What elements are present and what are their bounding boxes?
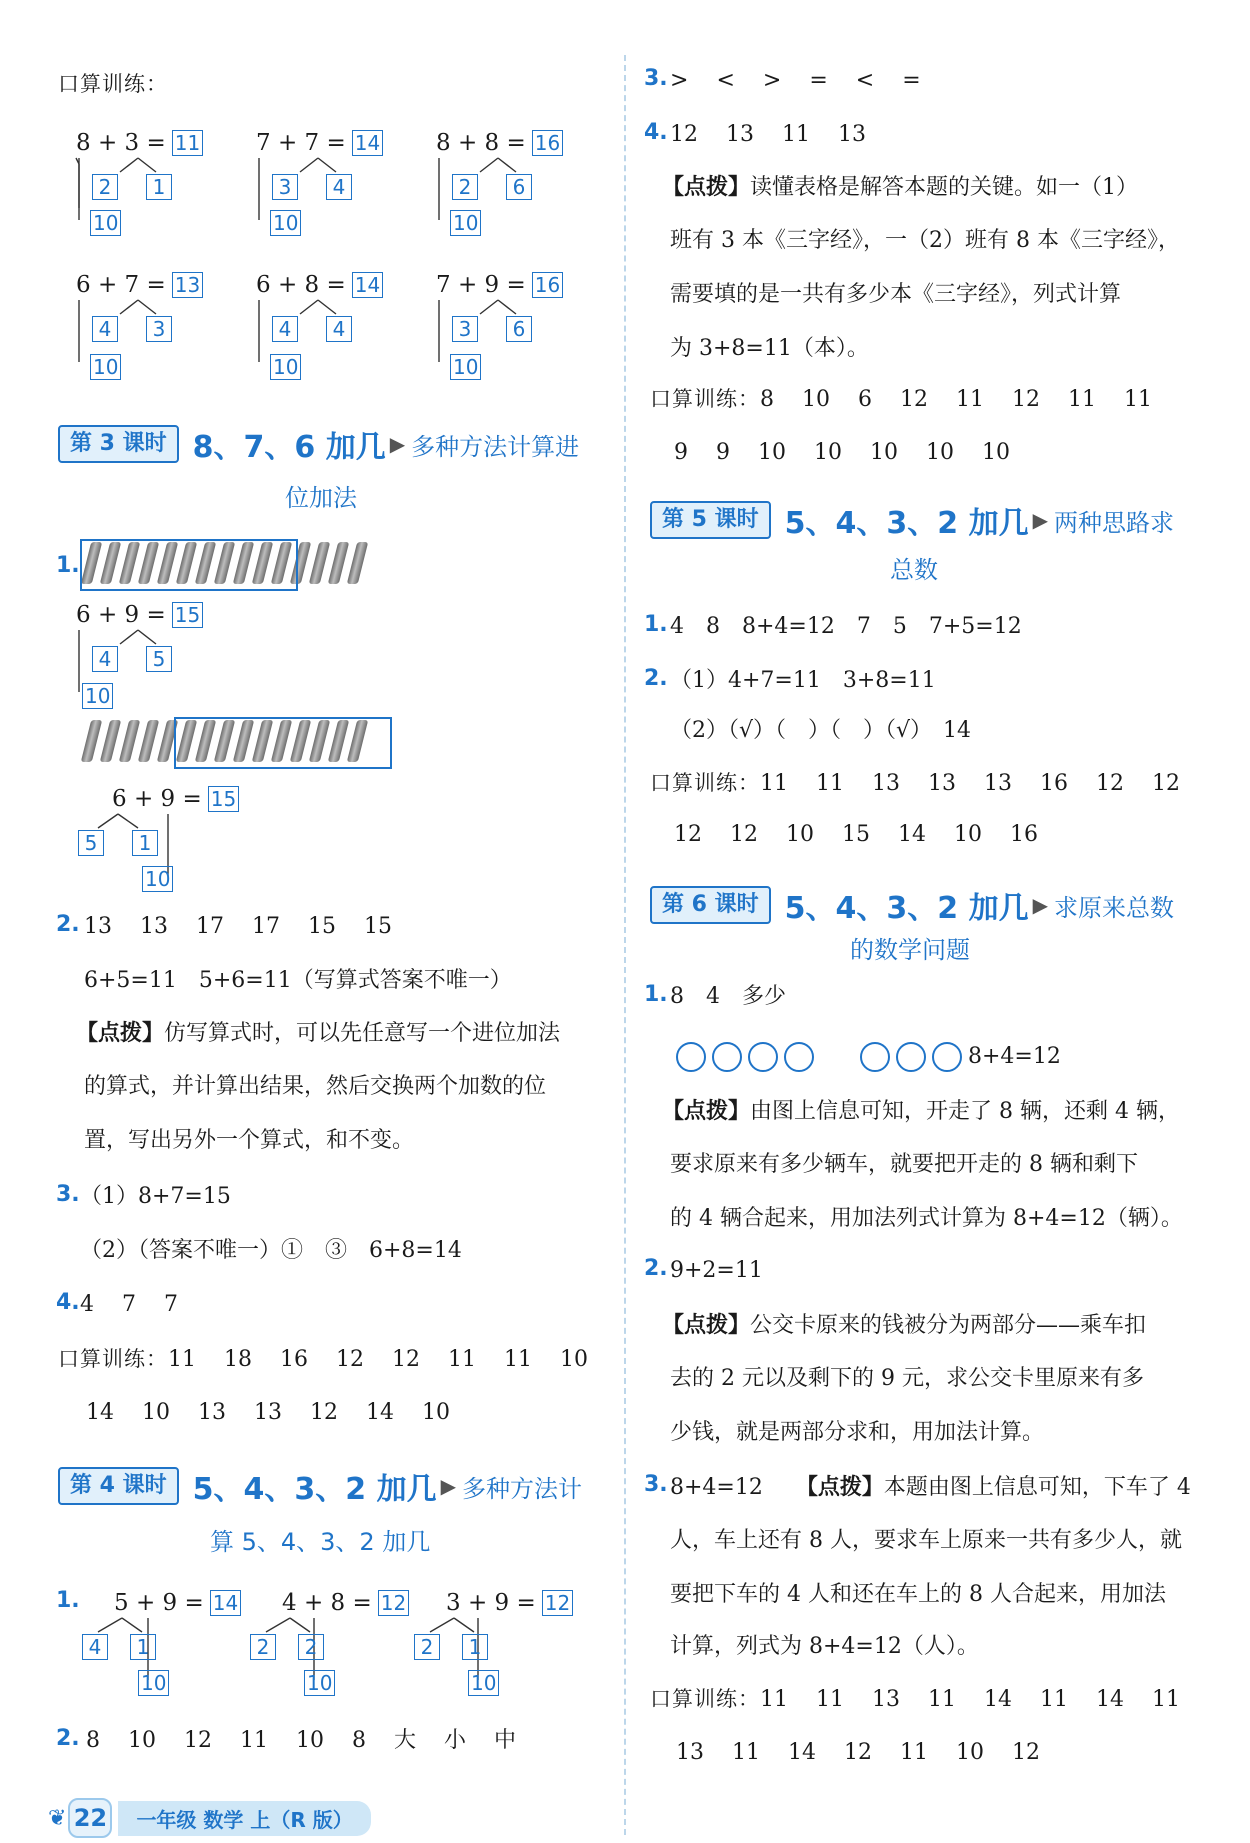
q2-line2: 6+5=11 5+6=11（写算式答案不唯一） — [84, 968, 512, 993]
equation: 3 + 9 = 12 — [446, 1590, 573, 1616]
split-box: 1 — [132, 830, 158, 856]
q4-label: 4. — [644, 120, 668, 145]
split-box: 4 — [82, 1634, 108, 1660]
circle-icon — [748, 1042, 778, 1072]
split-box: 4 — [92, 646, 118, 672]
q4-label: 4. — [56, 1290, 80, 1315]
lesson-subtitle-cont: 的数学问题 — [850, 936, 970, 964]
q3-line1: （1）8+7=15 — [80, 1184, 231, 1209]
equation: 5 + 9 = 14 — [114, 1590, 241, 1616]
lesson-6-header — [650, 883, 1174, 927]
l6-q1-equation: 8+4=12 — [968, 1044, 1061, 1069]
group-box — [174, 717, 392, 769]
answer-box: 14 — [210, 1590, 241, 1616]
split-box: 3 — [146, 316, 172, 342]
q4-tip-line: 需要填的是一共有多少本《三字经》，列式计算 — [670, 282, 1122, 307]
split-box: 6 — [506, 316, 532, 342]
split-box: 4 — [92, 316, 118, 342]
q3-symbols: > < > = < = — [670, 68, 921, 93]
ten-box: 10 — [450, 210, 481, 236]
column-divider — [624, 55, 626, 1835]
l6-q3-tip-line: 计算，列式为 8+4=12（人）。 — [670, 1634, 979, 1659]
circles-group — [676, 1042, 968, 1072]
q2-tip-line: 的算式，并计算出结果，然后交换两个加数的位 — [84, 1074, 547, 1099]
lesson-badge: 第 3 课时 — [58, 425, 179, 463]
q4-answers: 12 13 11 13 — [670, 122, 866, 147]
l4-q2-label: 2. — [56, 1726, 80, 1751]
play-arrow-icon: ▶ — [1032, 893, 1048, 917]
lesson-subtitle-cont: 算 5、4、3、2 加几 — [210, 1528, 431, 1556]
l5-q2-line2: （2）（√）（ ）（ ）（√） 14 — [670, 718, 972, 743]
answer-box: 15 — [208, 786, 239, 812]
kousuan-row: 12 12 10 15 14 10 16 — [674, 822, 1038, 847]
l6-q1-answer: 8 4 多少 — [670, 984, 786, 1009]
lesson-title: 5、4、3、2 加几 — [192, 1472, 437, 1507]
l4-q2-answers: 8 10 12 11 10 8 大 小 中 — [86, 1728, 517, 1753]
lesson-subtitle-cont: 位加法 — [285, 484, 357, 512]
l6-q1-label: 1. — [644, 982, 668, 1007]
circle-icon — [932, 1042, 962, 1072]
split-box: 1 — [462, 1634, 488, 1660]
ten-box: 10 — [304, 1670, 335, 1696]
kousuan-row: 口算训练：8 10 6 12 11 12 11 11 — [650, 387, 1152, 412]
l6-q2-tip-line: 少钱，就是两部分求和，用加法计算。 — [670, 1420, 1045, 1445]
l5-q1-answer: 4 8 8+4=12 7 5 7+5=12 — [670, 614, 1022, 639]
lesson-badge: 第 6 课时 — [650, 886, 771, 924]
equation: 6 + 9 = 15 — [112, 786, 239, 812]
equation: 6 + 8 = 14 — [256, 272, 383, 298]
ten-box: 10 — [468, 1670, 499, 1696]
q4-tip: 【点拨】读懂表格是解答本题的关键。如一（1） — [662, 174, 1139, 200]
lesson-subtitle-cont: 总数 — [890, 556, 938, 584]
lesson-title: 8、7、6 加几 — [192, 430, 386, 465]
circle-icon — [712, 1042, 742, 1072]
split-box: 1 — [130, 1634, 156, 1660]
group-box — [80, 539, 298, 591]
l5-q1-label: 1. — [644, 612, 668, 637]
l5-q2-label: 2. — [644, 666, 668, 691]
lesson-subtitle: 多种方法计算进 — [411, 432, 580, 461]
leaf-icon: ❦ — [48, 1805, 67, 1831]
q1-label: 1. — [56, 553, 80, 578]
q3-label: 3. — [56, 1182, 80, 1207]
answer-box: 16 — [532, 130, 563, 156]
kousuan-row: 口算训练：11 18 16 12 12 11 11 10 — [58, 1347, 588, 1372]
answer-box: 12 — [542, 1590, 573, 1616]
ten-box: 10 — [90, 210, 121, 236]
equation: 7 + 9 = 16 — [436, 272, 563, 298]
split-box: 1 — [146, 174, 172, 200]
l6-q2-label: 2. — [644, 1256, 668, 1281]
l5-q2-line1: （1）4+7=11 3+8=11 — [670, 668, 936, 693]
answer-box: 13 — [172, 272, 203, 298]
l6-q2-answer: 9+2=11 — [670, 1258, 763, 1283]
equation: 7 + 7 = 14 — [256, 130, 383, 156]
split-box: 5 — [78, 830, 104, 856]
page-number: 22 — [68, 1798, 112, 1838]
equation: 8 + 3 = 11 — [76, 130, 203, 156]
equation: 6 + 7 = 13 — [76, 272, 203, 298]
split-box: 2 — [92, 174, 118, 200]
split-box: 3 — [272, 174, 298, 200]
l6-q1-tip-line: 的 4 辆合起来，用加法列式计算为 8+4=12（辆）。 — [670, 1206, 1183, 1231]
q4-answers: 4 7 7 — [80, 1292, 178, 1317]
lesson-badge: 第 4 课时 — [58, 1467, 179, 1505]
lesson-title: 5、4、3、2 加几 — [784, 506, 1029, 541]
lesson-title: 5、4、3、2 加几 — [784, 891, 1029, 926]
q4-tip-line: 为 3+8=11（本）。 — [670, 336, 869, 361]
q2-label: 2. — [56, 912, 80, 937]
answer-box: 14 — [352, 272, 383, 298]
q2-tip: 【点拨】仿写算式时，可以先任意写一个进位加法 — [76, 1020, 561, 1046]
circle-icon — [784, 1042, 814, 1072]
split-box: 2 — [452, 174, 478, 200]
lesson-subtitle: 两种思路求 — [1053, 508, 1174, 537]
split-box: 3 — [452, 316, 478, 342]
answer-box: 15 — [172, 602, 203, 628]
split-box: 2 — [298, 1634, 324, 1660]
ten-box: 10 — [138, 1670, 169, 1696]
circle-icon — [860, 1042, 890, 1072]
ten-box: 10 — [90, 354, 121, 380]
split-box: 5 — [146, 646, 172, 672]
split-box: 4 — [272, 316, 298, 342]
kousuan-row: 口算训练：11 11 13 13 13 16 12 12 — [650, 771, 1180, 796]
equation: 8 + 8 = 16 — [436, 130, 563, 156]
lesson-subtitle: 多种方法计 — [461, 1474, 582, 1503]
ten-box: 10 — [270, 210, 301, 236]
book-title: 一年级 数学 上（R 版） — [118, 1801, 370, 1836]
q3-line2: （2）（答案不唯一）① ③ 6+8=14 — [80, 1238, 462, 1263]
ten-box: 10 — [142, 866, 173, 892]
answer-box: 14 — [352, 130, 383, 156]
l6-q2-tip-line: 去的 2 元以及剩下的 9 元，求公交卡里原来有多 — [670, 1366, 1144, 1391]
answer-box: 12 — [378, 1590, 409, 1616]
play-arrow-icon: ▶ — [440, 1474, 456, 1498]
play-arrow-icon: ▶ — [389, 432, 406, 456]
lesson-5-header — [650, 498, 1174, 542]
lesson-subtitle: 求原来总数 — [1053, 893, 1174, 922]
l6-q3-tip-line: 人，车上还有 8 人，要求车上原来一共有多少人，就 — [670, 1528, 1182, 1553]
ten-box: 10 — [270, 354, 301, 380]
l6-q3-label: 3. — [644, 1472, 668, 1497]
circle-icon — [896, 1042, 926, 1072]
split-box: 2 — [414, 1634, 440, 1660]
circle-icon — [676, 1042, 706, 1072]
ten-box: 10 — [450, 354, 481, 380]
l6-q3-tip-line: 要把下车的 4 人和还在车上的 8 人合起来，用加法 — [670, 1582, 1166, 1607]
l6-q2-tip: 【点拨】公交卡原来的钱被分为两部分——乘车扣 — [662, 1312, 1147, 1338]
kousuan-row: 9 9 10 10 10 10 10 — [674, 440, 1010, 465]
kousuan-row: 口算训练：11 11 13 11 14 11 14 11 — [650, 1687, 1180, 1712]
q4-tip-line: 班有 3 本《三字经》，一（2）班有 8 本《三字经》， — [670, 228, 1180, 253]
q3-label: 3. — [644, 66, 668, 91]
kousuan-label: 口算训练： — [58, 72, 168, 96]
lesson-badge: 第 5 课时 — [650, 501, 771, 539]
kousuan-row: 13 11 14 12 11 10 12 — [676, 1740, 1040, 1765]
equation: 6 + 9 = 15 — [76, 602, 203, 628]
answer-box: 11 — [172, 130, 203, 156]
split-box: 4 — [326, 316, 352, 342]
page-footer — [48, 1798, 371, 1838]
lesson-4-header — [58, 1464, 582, 1508]
kousuan-row: 14 10 13 13 12 14 10 — [86, 1400, 450, 1425]
l4-q1-label: 1. — [56, 1588, 80, 1613]
split-box: 6 — [506, 174, 532, 200]
q2-tip-line: 置，写出另外一个算式，和不变。 — [84, 1128, 415, 1153]
l6-q1-tip: 【点拨】由图上信息可知，开走了 8 辆，还剩 4 辆， — [662, 1098, 1180, 1124]
split-box: 2 — [250, 1634, 276, 1660]
equation: 4 + 8 = 12 — [282, 1590, 409, 1616]
answer-box: 16 — [532, 272, 563, 298]
l6-q1-tip-line: 要求原来有多少辆车，就要把开走的 8 辆和剩下 — [670, 1152, 1138, 1177]
split-box: 4 — [326, 174, 352, 200]
l6-q3-answer: 8+4=12 【点拨】本题由图上信息可知，下车了 4 — [670, 1474, 1191, 1500]
ten-box: 10 — [82, 683, 113, 709]
q2-answers: 13 13 17 17 15 15 — [84, 914, 392, 939]
play-arrow-icon: ▶ — [1032, 508, 1048, 532]
lesson-3-header — [58, 422, 579, 466]
